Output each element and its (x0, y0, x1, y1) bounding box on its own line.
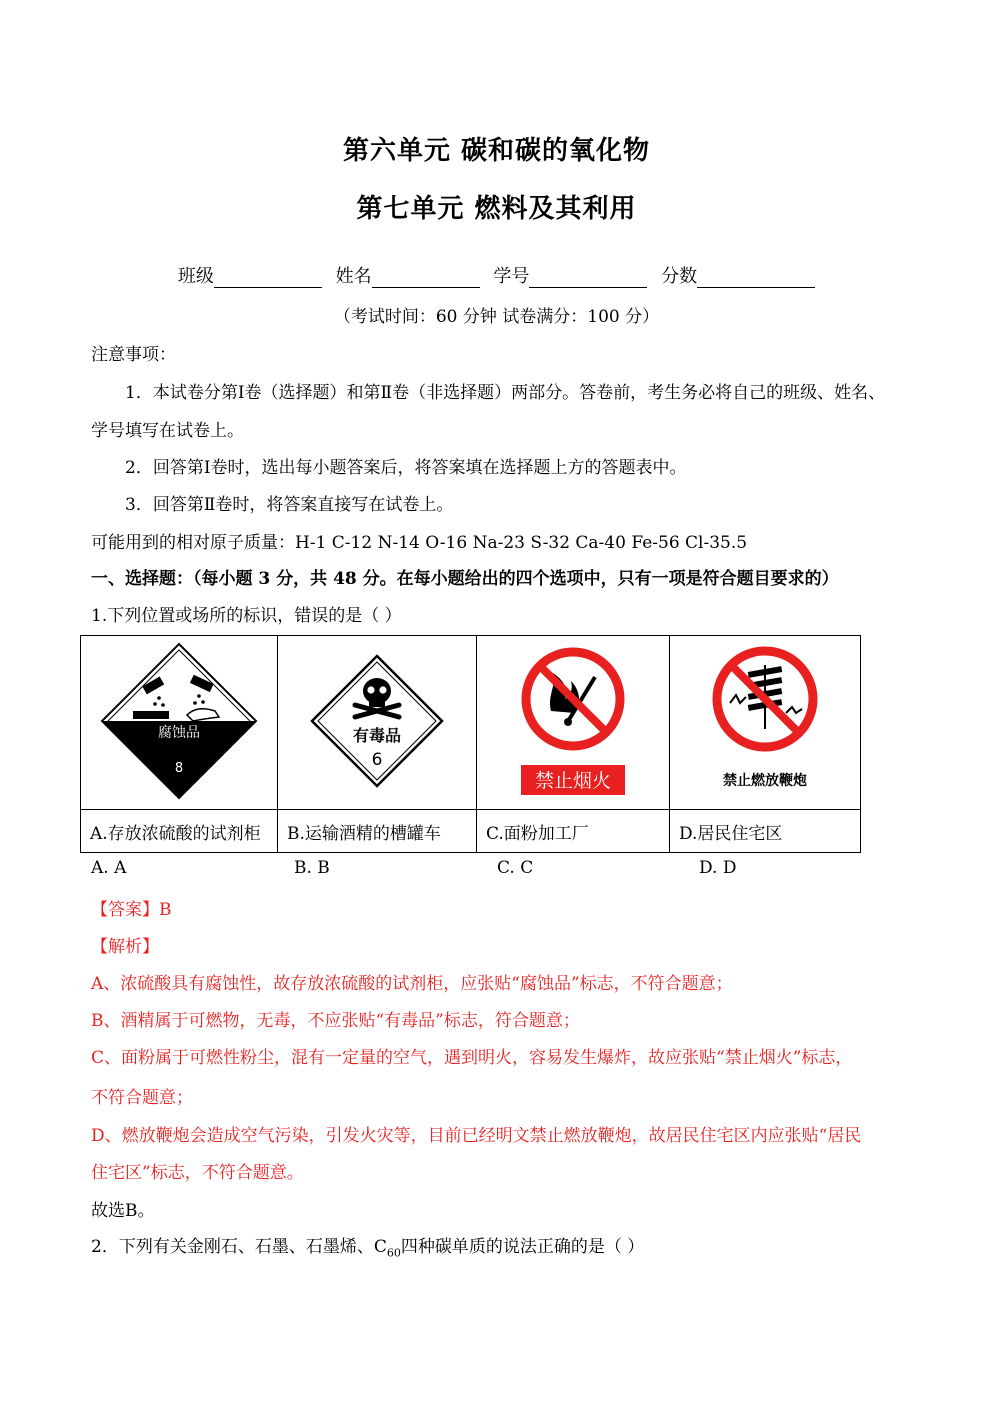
section-1-heading: 一、选择题：（每小题 3 分，共 48 分。在每小题给出的四个选项中，只有一项是符合题目要求的） (91, 569, 839, 589)
exam-note: （考试时间：60 分钟 试卷满分：100 分） (333, 307, 660, 327)
conclusion: 故选B。 (91, 1201, 155, 1221)
toxic-sign-cell (278, 636, 477, 810)
q2-stem-pre: 2．下列有关金刚石、石墨、石墨烯、C (91, 1237, 387, 1257)
notice-3: 3．回答第Ⅱ卷时，将答案直接写在试卷上。 (125, 495, 454, 515)
toxic-sign-class: 6 (371, 749, 383, 770)
option-d[interactable]: D. D (699, 858, 737, 878)
caption-d: D.居民住宅区 (670, 810, 861, 853)
q2-stem-post: 四种碳单质的说法正确的是（ ） (400, 1237, 645, 1257)
caption-b: B.运输酒精的槽罐车 (278, 810, 477, 853)
option-b[interactable]: B. B (294, 858, 330, 878)
analysis-d: D、燃放鞭炮会造成空气污染，引发火灾等，目前已经明文禁止燃放鞭炮，故居民住宅区内应张贴“居民 (91, 1126, 862, 1146)
student-info-line (0, 262, 993, 288)
corrosive-sign-class: 8 (174, 760, 184, 776)
score-label: 分数 (661, 266, 698, 287)
no-firecracker-sign-label: 禁止燃放鞭炮 (723, 772, 807, 789)
option-a[interactable]: A. A (91, 858, 127, 878)
sign-table (80, 635, 861, 853)
corrosive-sign-label: 腐蚀品 (158, 724, 200, 741)
toxic-sign-icon (309, 653, 445, 789)
analysis-d-cont: 住宅区”标志，不符合题意。 (91, 1163, 304, 1183)
analysis-a: A、浓硫酸具有腐蚀性，故存放浓硫酸的试剂柜，应张贴“腐蚀品”标志，不符合题意； (91, 974, 733, 994)
name-label: 姓名 (335, 266, 372, 287)
title-unit-7: 第七单元 燃料及其利用 (356, 194, 637, 224)
option-c[interactable]: C. C (497, 858, 534, 878)
no-fire-sign-label: 禁止烟火 (534, 769, 612, 792)
q2-stem-subscript: 60 (386, 1246, 401, 1260)
class-label: 班级 (177, 266, 214, 287)
toxic-sign-label: 有毒品 (352, 725, 402, 745)
analysis-c-cont: 不符合题意； (91, 1088, 193, 1108)
corrosive-sign-cell (81, 636, 278, 810)
notice-title: 注意事项： (91, 345, 176, 365)
class-blank[interactable] (214, 267, 322, 288)
question-1-stem: 1.下列位置或场所的标识，错误的是（ ） (91, 606, 402, 626)
analysis-c: C、面粉属于可燃性粉尘，混有一定量的空气，遇到明火，容易发生爆炸，故应张贴“禁止烟火”标志， (91, 1048, 853, 1068)
question-2-stem (91, 1232, 644, 1259)
notice-2: 2．回答第Ⅰ卷时，选出每小题答案后，将答案填在选择题上方的答题表中。 (125, 458, 687, 478)
corrosive-sign-icon (99, 641, 259, 801)
id-blank[interactable] (529, 267, 647, 288)
name-blank[interactable] (372, 267, 480, 288)
title-unit-6: 第六单元 碳和碳的氧化物 (342, 136, 651, 166)
analysis-title: 【解析】 (91, 937, 159, 957)
notice-1-cont: 学号填写在试卷上。 (91, 421, 244, 441)
analysis-b: B、酒精属于可燃物，无毒，不应张贴“有毒品”标志，符合题意； (91, 1011, 580, 1031)
no-firecracker-sign-cell (670, 636, 861, 810)
score-blank[interactable] (697, 267, 815, 288)
notice-1: 1．本试卷分第Ⅰ卷（选择题）和第Ⅱ卷（非选择题）两部分。答卷前，考生务必将自己的班级、姓名、 (125, 383, 886, 403)
no-fire-sign-icon (513, 643, 633, 799)
caption-a: A.存放浓硫酸的试剂柜 (81, 810, 278, 853)
atomic-mass-line: 可能用到的相对原子质量：H-1 C-12 N-14 O-16 Na-23 S-32 Ca-40 Fe-56 Cl-35.5 (91, 533, 748, 553)
answer-line: 【答案】B (91, 900, 172, 920)
caption-c: C.面粉加工厂 (477, 810, 670, 853)
no-fire-sign-cell (477, 636, 670, 810)
id-label: 学号 (493, 266, 530, 287)
no-firecracker-sign-icon (700, 643, 830, 799)
